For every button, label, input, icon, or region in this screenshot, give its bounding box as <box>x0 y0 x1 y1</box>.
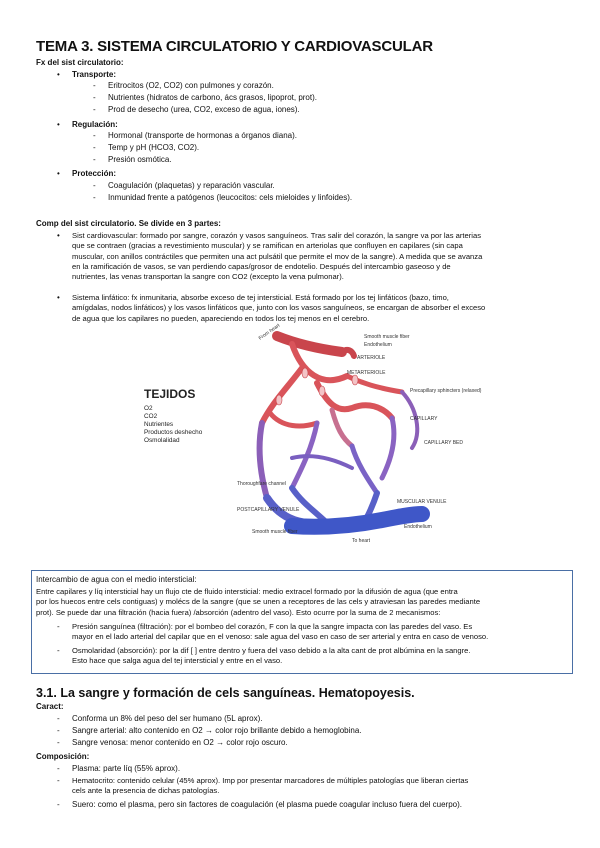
tejidos-item: CO2 <box>144 413 158 420</box>
bullet: • <box>57 70 60 79</box>
dash: - <box>93 181 96 190</box>
caract-item: Conforma un 8% del peso del ser humano (5L aprox). <box>72 714 263 723</box>
fx-heading: Fx del sist circulatorio: <box>36 58 124 67</box>
label-capillary: CAPILLARY <box>410 416 438 422</box>
composition-item-hematocrit: Hematocrito: contenido celular (45% aprox). Imp por presentar marcadores de múltiples patologías que liberan ciertas cels ante la presencia de dichas patologías. <box>72 776 469 796</box>
diagram-labels <box>237 322 482 544</box>
label-thoroughfare-channel: Thoroughfare channel <box>237 481 286 487</box>
arteriole <box>277 336 342 352</box>
tejidos-item: Osmolalidad <box>144 437 180 444</box>
label-smooth-muscle-fiber-venule: Smooth muscle fiber <box>252 529 298 535</box>
sphincter <box>302 368 308 378</box>
label-endothelium-venule: Endothelium <box>404 524 432 530</box>
capillary-red <box>262 368 302 423</box>
label-metarteriole: METARTERIOLE <box>347 370 386 376</box>
fx-regulation-item: Temp y pH (HCO3, CO2). <box>108 143 200 152</box>
caract-item: Sangre arterial: alto contenido en O2 → color rojo brillante debido a hemoglobina. <box>72 726 362 735</box>
label-postcapillary-venule: POSTCAPILLARY VENULE <box>237 507 300 513</box>
dash: - <box>93 93 96 102</box>
capillary-purple <box>352 446 377 493</box>
fx-regulation-item: Hormonal (transporte de hormonas a órganos diana). <box>108 131 297 140</box>
box-heading: Intercambio de agua con el medio intersticial: <box>36 575 197 584</box>
dash: - <box>57 776 60 785</box>
fx-transport-label: Transporte: <box>72 70 117 79</box>
dash: - <box>57 726 60 735</box>
composition-heading: Composición: <box>36 752 90 761</box>
bullet: • <box>57 169 60 178</box>
tejidos-item: Nutrientes <box>144 421 174 428</box>
fx-transport-item: Prod de desecho (urea, CO2, exceso de agua, iones). <box>108 105 300 114</box>
dash: - <box>57 764 60 773</box>
dash: - <box>93 143 96 152</box>
tejidos-title: TEJIDOS <box>144 387 196 401</box>
capillary-bed-diagram <box>142 322 482 556</box>
sphincter <box>276 395 282 405</box>
sphincter <box>352 375 358 385</box>
dash: - <box>57 738 60 747</box>
box-item-osmolarity: Osmolaridad (absorción): por la dif [ ] entre dentro y fuera del vaso debido a la alta cant de prot albúmina en la sangre. Esto hace que salga agua del tej intersticial y entre en el vaso. <box>72 646 471 666</box>
comp-heading: Comp del sist circulatorio. Se divide en 3 partes: <box>36 219 221 228</box>
label-arteriole: ARTERIOLE <box>357 355 386 361</box>
fx-regulation-label: Regulación: <box>72 120 118 129</box>
dash: - <box>93 105 96 114</box>
dash: - <box>57 714 60 723</box>
dash: - <box>57 800 60 809</box>
fx-transport-item: Nutrientes (hidratos de carbono, ács grasos, lipoprot, prot). <box>108 93 317 102</box>
dash: - <box>57 622 60 631</box>
dash: - <box>93 155 96 164</box>
capillary-mixed <box>332 410 352 446</box>
dash: - <box>93 193 96 202</box>
dash: - <box>57 646 60 655</box>
fx-regulation-item: Presión osmótica. <box>108 155 172 164</box>
label-from-heart: From heart <box>257 322 282 342</box>
capillary-purple <box>382 418 394 478</box>
tejidos-legend <box>144 387 203 444</box>
bullet: • <box>57 120 60 129</box>
composition-item: Plasma: parte líq (55% aprox). <box>72 764 181 773</box>
dash: - <box>93 131 96 140</box>
bullet: • <box>57 293 60 302</box>
caract-item: Sangre venosa: menor contenido en O2 → color rojo oscuro. <box>72 738 288 747</box>
fx-protection-item: Coagulación (plaquetas) y reparación vascular. <box>108 181 275 190</box>
dash: - <box>93 81 96 90</box>
label-precapillary-sphincters: Precapillary sphincters (relaxed) <box>410 388 482 394</box>
capillary-red <box>270 413 317 426</box>
label-smooth-muscle-fiber: Smooth muscle fiber <box>364 334 410 340</box>
label-to-heart: To heart <box>352 538 371 544</box>
composition-item: Suero: como el plasma, pero sin factores de coagulación (el plasma puede coagular incluso fuera del cuerpo). <box>72 800 462 809</box>
comp-lymphatic-paragraph: Sistema linfático: fx inmunitaria, absorbe exceso de tej intersticial. Está formado por los tej linfáticos (bazo, timo, amígdalas, nodos linfáticos) y los vasos linfáticos que, junto con los vasos sanguíneos, se encargan de absorber el exceso de agua que los capilares no pueden, apareciendo en todos los tej menos en el cerebro. <box>72 293 486 323</box>
fx-transport-item: Eritrocitos (O2, CO2) con pulmones y corazón. <box>108 81 274 90</box>
label-endothelium: Endothelium <box>364 342 392 348</box>
tejidos-item: Productos deshecho <box>144 429 203 436</box>
box-intro-paragraph: Entre capilares y líq intersticial hay un flujo cte de fluido intersticial: medio extracel formado por la difusión de agua (que entra por los huecos entre cels contiguas) y molécs de la sangre (que se unen a receptores de las cels y atraviesan las paredes mediante prot). Se puede dar una filtración (hacia fuera) /absorción (adentro del vaso). Esto ocurre por la suma de 2 mecanismos: <box>36 587 481 617</box>
label-muscular-venule: MUSCULAR VENULE <box>397 499 447 505</box>
bullet: • <box>57 231 60 240</box>
arteriole-vessels <box>262 336 402 446</box>
sphincter <box>319 386 325 396</box>
muscular-venule <box>292 514 422 527</box>
tejidos-item: O2 <box>144 405 153 412</box>
page-title: TEMA 3. SISTEMA CIRCULATORIO Y CARDIOVASCULAR <box>36 38 433 55</box>
section-title: 3.1. La sangre y formación de cels sanguíneas. Hematopoyesis. <box>36 686 415 700</box>
fx-protection-label: Protección: <box>72 169 117 178</box>
label-capillary-bed: CAPILLARY BED <box>424 440 464 446</box>
box-item-blood-pressure: Presión sanguínea (filtración): por el bombeo del corazón, F con la que la sangre impacta con las paredes del vaso. Es mayor en el lado arterial del capilar que en el venoso: sale agua del vaso en caso de ser arterial y entra en caso de venoso. <box>72 622 489 642</box>
comp-cardiovascular-paragraph: Sist cardiovascular: formado por sangre, corazón y vasos sanguíneos. Tras salir del corazón, la sangre va por las arterias que se contraen (gracias a revestimiento muscular) y se ramifican en arteriolas que confluyen en capilares (sin capa muscular, con anillos contráctiles que permiten una act pulsátil que permite el mov de la sangre). A medida que se avanza en la ramificación de vasos, se van perdiendo capas/grosor de endotelio. Después del intercambio gaseoso y de nutrientes, las venas transportan la sangre con CO2 (excepto la vena pulmonar). <box>72 231 483 282</box>
fx-protection-item: Inmunidad frente a patógenos (leucocitos: cels mieloides y linfoides). <box>108 193 353 202</box>
caract-heading: Caract: <box>36 702 64 711</box>
